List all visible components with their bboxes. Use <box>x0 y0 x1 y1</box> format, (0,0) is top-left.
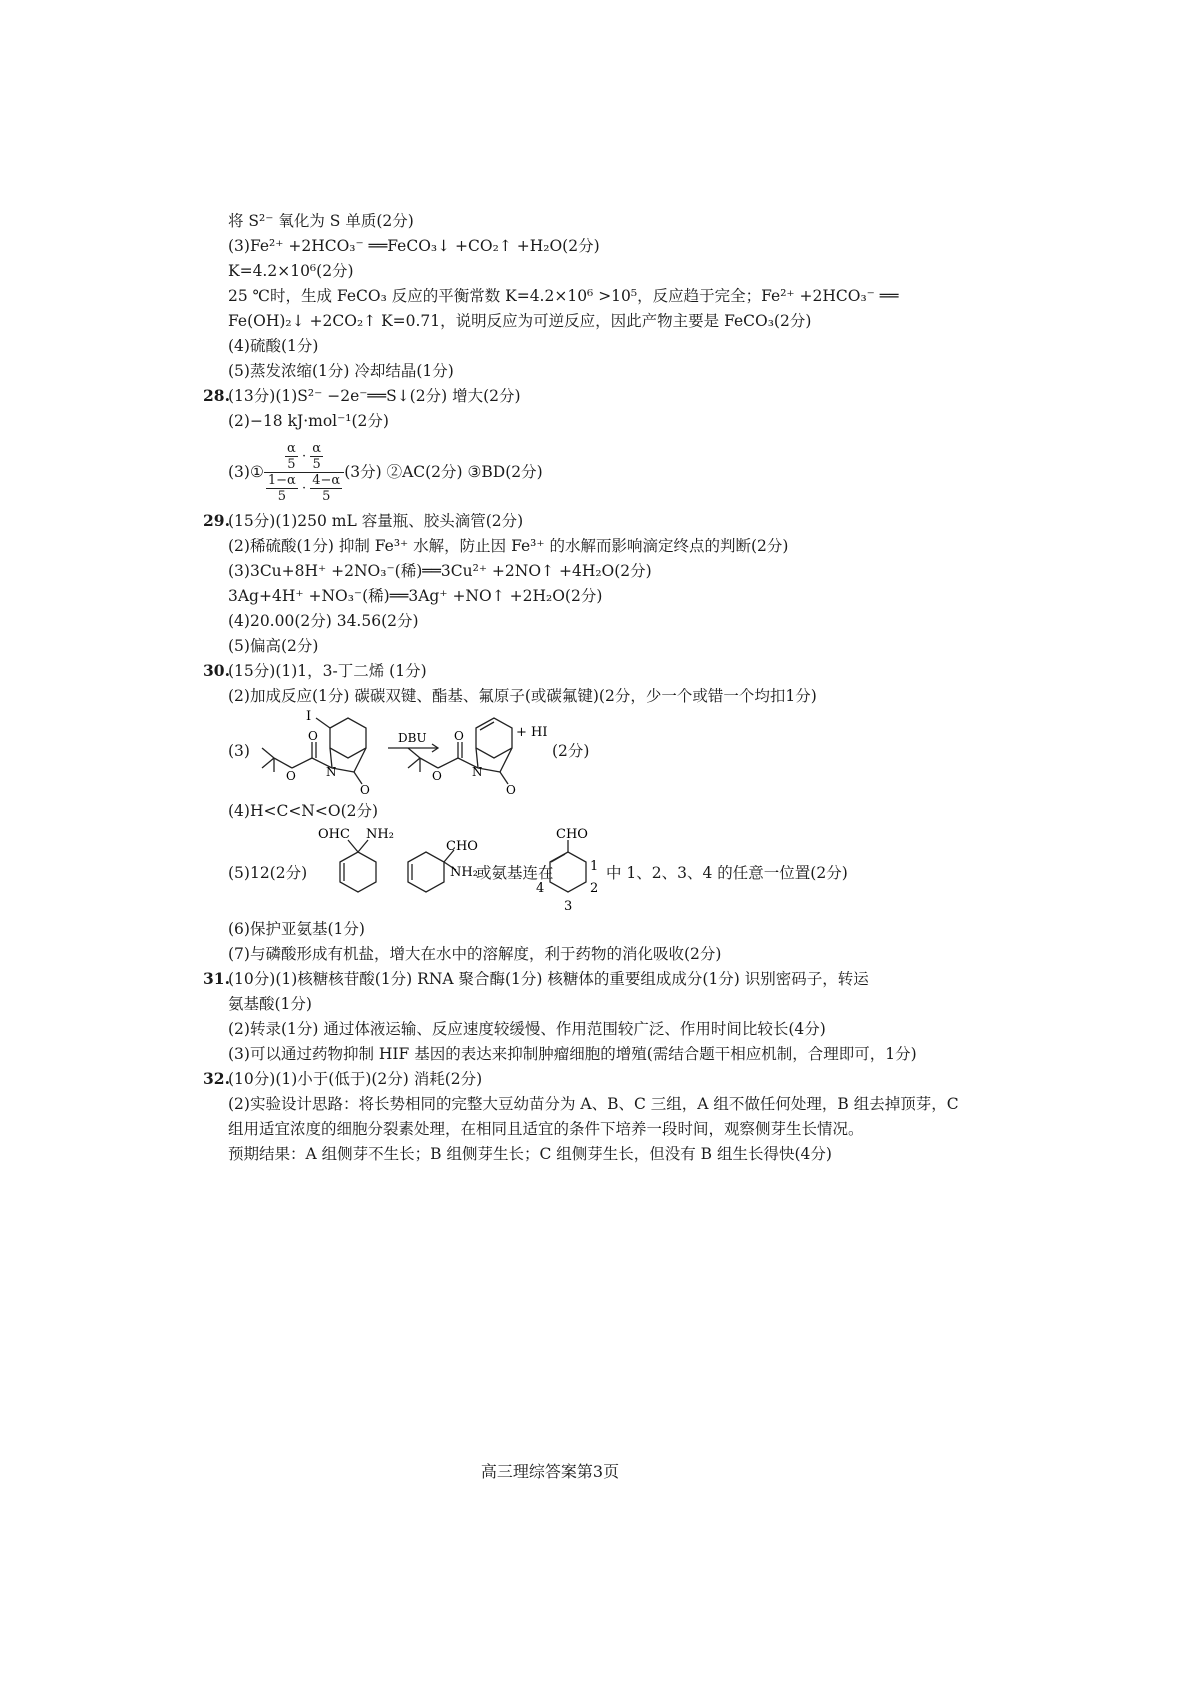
answer-line: (3)可以通过药物抑制 HIF 基因的表达来抑制肿瘤细胞的增殖(需结合题干相应机制，合理即可，1分) <box>228 1045 917 1063</box>
answer-line: (5)偏高(2分) <box>228 637 319 655</box>
svg-text:O: O <box>308 729 318 743</box>
answer-prefix: (5)12(2分) <box>228 864 308 882</box>
product-cyclohexene-ring <box>476 718 512 758</box>
svg-text:3: 3 <box>564 899 573 914</box>
answer-line: (3)Fe²⁺ +2HCO₃⁻ ══FeCO₃↓ +CO₂↑ +H₂O(2分) <box>228 237 600 255</box>
svg-text:1: 1 <box>590 859 599 874</box>
svg-text:2: 2 <box>590 881 599 896</box>
answer-line: (6)保护亚氨基(1分) <box>228 920 365 938</box>
answer-line: 3Ag+4H⁺ +NO₃⁻(稀)══3Ag⁺ +NO↑ +2H₂O(2分) <box>228 587 603 605</box>
answer-line: (4)硫酸(1分) <box>228 337 319 355</box>
isomer-a-ring <box>340 852 376 892</box>
svg-text:+ HI: + HI <box>516 725 548 740</box>
reactant-cyclohexane-ring <box>330 718 366 758</box>
svg-text:N: N <box>472 765 483 779</box>
question-number: 32. <box>203 1069 230 1088</box>
answer-line: (4)20.00(2分) 34.56(2分) <box>228 612 419 630</box>
answer-line: (2)加成反应(1分) 碳碳双键、酯基、氟原子(或碳氟键)(2分，少一个或错一个均扣1分) <box>228 687 817 705</box>
answer-line: (2)−18 kJ·mol⁻¹(2分) <box>228 412 389 430</box>
answer-line: (4)H<C<N<O(2分) <box>228 802 379 820</box>
dbu-elimination-reaction <box>250 708 550 796</box>
answer-line: 氨基酸(1分) <box>228 995 312 1013</box>
answer-prefix: (3)① <box>228 463 264 481</box>
answer-line: K=4.2×10⁶(2分) <box>228 262 354 280</box>
isomer-b-ring <box>408 852 444 892</box>
svg-text:O: O <box>360 783 370 796</box>
answer-prefix: (3) <box>228 742 250 760</box>
answer-suffix: (3分) ②AC(2分) ③BD(2分) <box>344 463 543 481</box>
svg-text:O: O <box>506 783 516 796</box>
question-number: 31. <box>203 969 230 988</box>
answer-line: 预期结果：A 组侧芽不生长；B 组侧芽生长；C 组侧芽生长，但没有 B 组生长得快(4分) <box>228 1145 832 1163</box>
answer-line: 组用适宜浓度的细胞分裂素处理，在相同且适宜的条件下培养一段时间，观察侧芽生长情况。 <box>228 1120 864 1138</box>
answer-line: 或氨基连在 <box>476 864 554 882</box>
svg-text:I: I <box>306 709 312 724</box>
equilibrium-constant-expression <box>228 440 543 504</box>
question-number: 29. <box>203 511 230 530</box>
answer-line: (2)转录(1分) 通过体液运输、反应速度较缓慢、作用范围较广泛、作用时间比较长(4分) <box>228 1020 826 1038</box>
svg-text:O: O <box>454 729 464 743</box>
svg-text:CHO: CHO <box>446 839 478 854</box>
answer-line: (3)3Cu+8H⁺ +2NO₃⁻(稀)══3Cu²⁺ +2NO↑ +4H₂O(2分) <box>228 562 652 580</box>
svg-text:NH₂: NH₂ <box>366 827 394 842</box>
svg-text:DBU: DBU <box>398 731 427 745</box>
question-number: 30. <box>203 661 230 680</box>
answer-line: (15分)(1)1，3-丁二烯 (1分) <box>228 662 427 680</box>
k-fraction <box>264 441 344 504</box>
answer-line: Fe(OH)₂↓ +2CO₂↑ K=0.71，说明反应为可逆反应，因此产物主要是 FeCO₃(2分) <box>228 312 812 330</box>
answer-suffix: (2分) <box>552 742 590 760</box>
k-denominator: $\frac{1-\alpha}{5}$ · $\frac{4-\alpha}{5}$ <box>267 472 341 504</box>
answer-line: (7)与磷酸形成有机盐，增大在水中的溶解度，利于药物的消化吸收(2分) <box>228 945 722 963</box>
answer-line: 中 1、2、3、4 的任意一位置(2分) <box>606 864 848 882</box>
answer-line: (10分)(1)小于(低于)(2分) 消耗(2分) <box>228 1070 483 1088</box>
c-i-bond <box>316 718 330 728</box>
svg-text:O: O <box>286 769 296 783</box>
answer-line: (2)实验设计思路：将长势相同的完整大豆幼苗分为 A、B、C 三组，A 组不做任何处理，B 组去掉顶芽，C <box>228 1095 959 1113</box>
answer-line: (2)稀硫酸(1分) 抑制 Fe³⁺ 水解，防止因 Fe³⁺ 的水解而影响滴定终点的判断(2分) <box>228 537 789 555</box>
svg-text:NH₂: NH₂ <box>450 865 478 880</box>
page-footer: 高三理综答案第3页 <box>480 1462 620 1481</box>
answer-line: (13分)(1)S²⁻ −2e⁻══S↓(2分) 增大(2分) <box>228 387 521 405</box>
answer-line: 25 ℃时，生成 FeCO₃ 反应的平衡常数 K=4.2×10⁶ >10⁵，反应趋于完全；Fe²⁺ +2HCO₃⁻ ══ <box>228 287 899 305</box>
svg-text:N: N <box>326 765 337 779</box>
answer-line: (15分)(1)250 mL 容量瓶、胶头滴管(2分) <box>228 512 524 530</box>
svg-text:4: 4 <box>536 881 545 896</box>
answer-line: (5)蒸发浓缩(1分) 冷却结晶(1分) <box>228 362 454 380</box>
answer-line: 将 S²⁻ 氧化为 S 单质(2分) <box>228 212 414 230</box>
answer-line: (10分)(1)核糖核苷酸(1分) RNA 聚合酶(1分) 核糖体的重要组成成分(1分) 识别密码子，转运 <box>228 970 869 988</box>
isomer-c-ring <box>550 852 586 892</box>
svg-text:CHO: CHO <box>556 827 588 842</box>
question-number: 28. <box>203 386 230 405</box>
k-numerator: $\frac{\alpha}{5}$ · $\frac{\alpha}{5}$ <box>264 441 344 473</box>
svg-text:O: O <box>432 769 442 783</box>
svg-text:OHC: OHC <box>318 827 350 842</box>
